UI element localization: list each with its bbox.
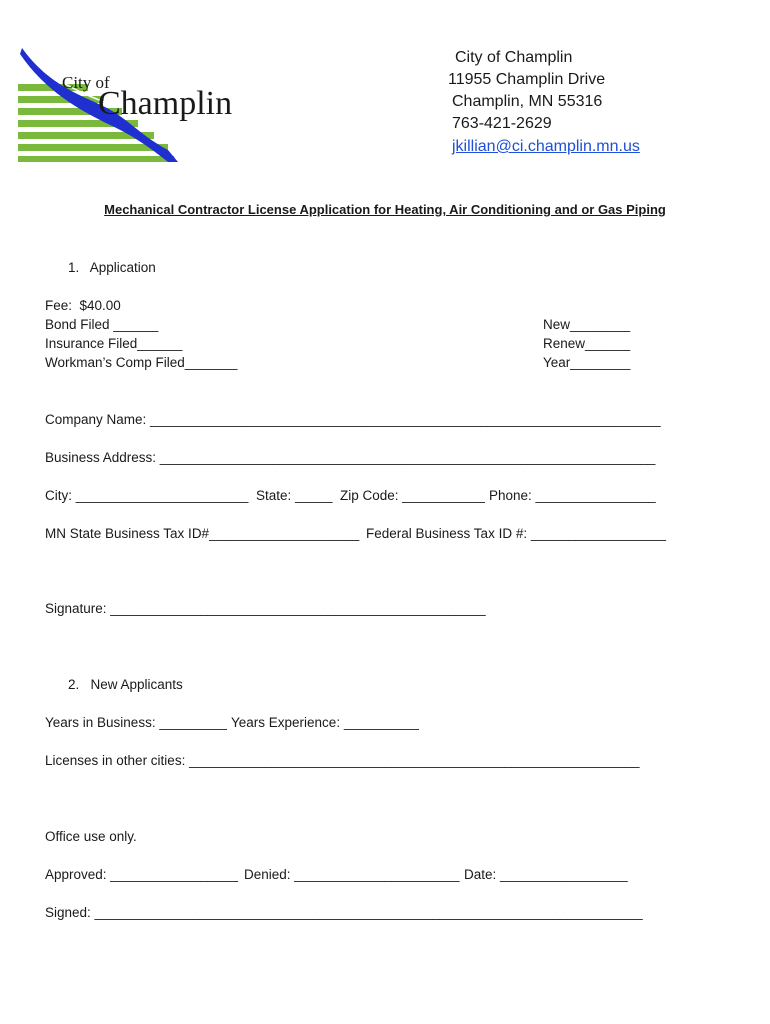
- address-street: 11955 Champlin Drive: [448, 71, 606, 88]
- form-title: Mechanical Contractor License Application for Heating, Air Conditioning and or Gas Piping: [104, 202, 666, 217]
- fee-text: Fee: $40.00: [45, 298, 121, 313]
- bond-filed-field[interactable]: Bond Filed ______: [45, 317, 159, 332]
- federal-tax-id-field[interactable]: Federal Business Tax ID #: __________________: [366, 526, 666, 541]
- address-phone: 763-421-2629: [452, 115, 552, 132]
- signature-field[interactable]: Signature: __________________________________________________: [45, 601, 486, 616]
- section-new-applicants-heading: 2. New Applicants: [68, 677, 183, 692]
- company-name-field[interactable]: Company Name: ____________________________________________________________________: [45, 412, 661, 427]
- insurance-filed-field[interactable]: Insurance Filed______: [45, 336, 183, 351]
- years-experience-field[interactable]: Years Experience: __________: [231, 715, 419, 730]
- address-org: City of Champlin: [455, 49, 573, 66]
- licenses-other-cities-field[interactable]: Licenses in other cities: ____________________________________________________________: [45, 753, 640, 768]
- phone-field[interactable]: Phone: ________________: [489, 488, 656, 503]
- denied-field[interactable]: Denied: ______________________: [244, 867, 460, 882]
- workmans-comp-filed-field[interactable]: Workman’s Comp Filed_______: [45, 355, 238, 370]
- state-field[interactable]: State: _____: [256, 488, 333, 503]
- logo-champlin-text: Champlin: [98, 85, 233, 122]
- city-field[interactable]: City: _______________________: [45, 488, 249, 503]
- approved-field[interactable]: Approved: _________________: [45, 867, 238, 882]
- address-city-state-zip: Champlin, MN 55316: [452, 93, 603, 110]
- section-application-heading: 1. Application: [68, 260, 156, 275]
- renew-field[interactable]: Renew______: [543, 336, 631, 351]
- year-field[interactable]: Year________: [543, 355, 631, 370]
- zip-code-field[interactable]: Zip Code: ___________: [340, 488, 485, 503]
- business-address-field[interactable]: Business Address: __________________________________________________________________: [45, 450, 656, 465]
- logo-city-of-text: City of: [62, 73, 110, 92]
- address-email-link[interactable]: jkillian@ci.champlin.mn.us: [452, 138, 640, 155]
- signed-field[interactable]: Signed: _________________________________________________________________________: [45, 905, 643, 920]
- new-field[interactable]: New________: [543, 317, 631, 332]
- office-use-heading: Office use only.: [45, 829, 137, 844]
- mn-state-tax-id-field[interactable]: MN State Business Tax ID#____________________: [45, 526, 360, 541]
- date-field[interactable]: Date: _________________: [464, 867, 628, 882]
- city-of-champlin-logo: [18, 44, 250, 162]
- years-in-business-field[interactable]: Years in Business: _________: [45, 715, 227, 730]
